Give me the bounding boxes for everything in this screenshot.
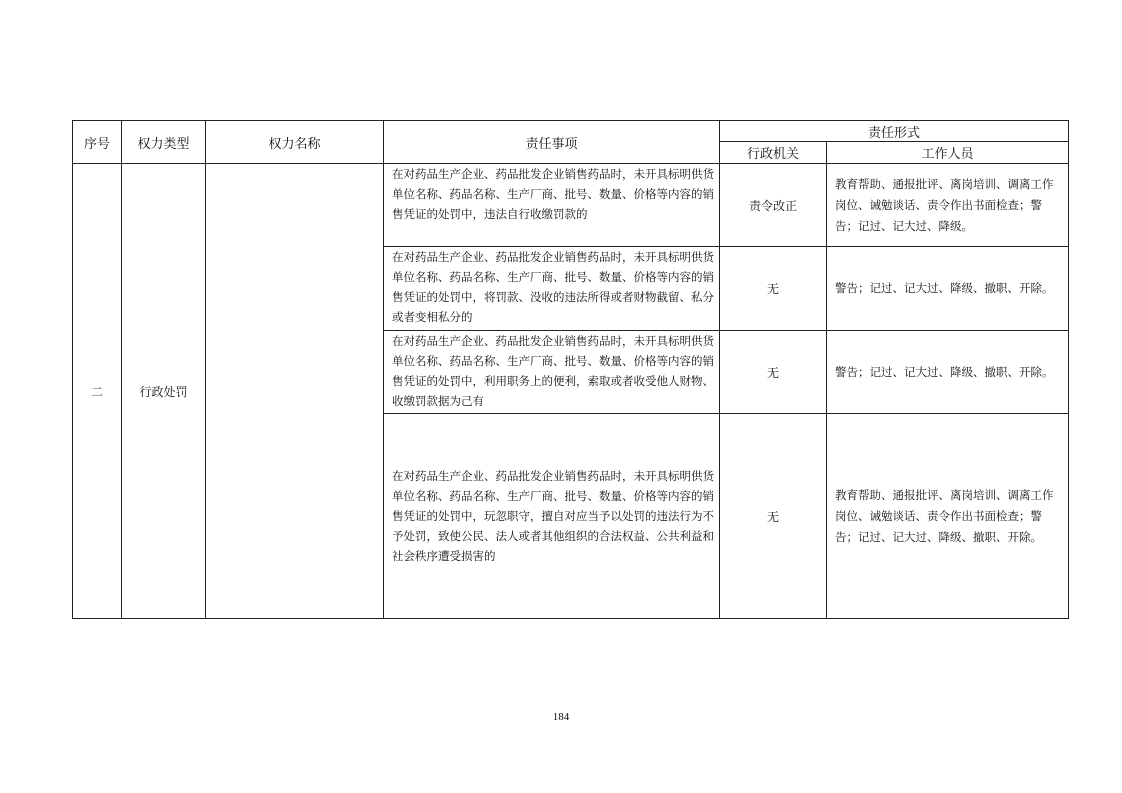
header-matter: 责任事项 <box>384 121 720 164</box>
header-seq: 序号 <box>73 121 122 164</box>
row-org: 无 <box>720 331 827 414</box>
group-power-type: 行政处罚 <box>122 164 206 619</box>
row-staff: 教育帮助、通报批评、离岗培训、调离工作岗位、诫勉谈话、责令作出书面检查；警告；记过、记大过、降级、撤职、开除。 <box>827 414 1069 619</box>
row-staff: 警告；记过、记大过、降级、撤职、开除。 <box>827 331 1069 414</box>
row-org: 无 <box>720 414 827 619</box>
row-org: 无 <box>720 247 827 331</box>
row-matter: 在对药品生产企业、药品批发企业销售药品时，未开具标明供货单位名称、药品名称、生产厂商、批号、数量、价格等内容的销售凭证的处罚中，违法自行收缴罚款的 <box>384 164 720 247</box>
table-row <box>73 164 1069 247</box>
row-org: 责令改正 <box>720 164 827 247</box>
group-seq: 二 <box>73 164 122 619</box>
row-staff: 教育帮助、通报批评、离岗培训、调离工作岗位、诫勉谈话、责令作出书面检查；警告；记过、记大过、降级。 <box>827 164 1069 247</box>
header-power-name: 权力名称 <box>206 121 384 164</box>
row-matter: 在对药品生产企业、药品批发企业销售药品时，未开具标明供货单位名称、药品名称、生产厂商、批号、数量、价格等内容的销售凭证的处罚中，利用职务上的便利，索取或者收受他人财物、收缴罚款据为己有 <box>384 331 720 414</box>
group-power-name <box>206 164 384 619</box>
row-staff: 警告；记过、记大过、降级、撤职、开除。 <box>827 247 1069 331</box>
header-row-1 <box>73 121 1069 142</box>
row-matter: 在对药品生产企业、药品批发企业销售药品时，未开具标明供货单位名称、药品名称、生产厂商、批号、数量、价格等内容的销售凭证的处罚中，玩忽职守，擅自对应当予以处罚的违法行为不予处罚，致使公民、法人或者其他组织的合法权益、公共利益和社会秩序遭受损害的 <box>384 414 720 619</box>
header-org: 行政机关 <box>720 142 827 164</box>
responsibility-table <box>72 120 1069 619</box>
header-power-type: 权力类型 <box>122 121 206 164</box>
row-matter: 在对药品生产企业、药品批发企业销售药品时，未开具标明供货单位名称、药品名称、生产厂商、批号、数量、价格等内容的销售凭证的处罚中，将罚款、没收的违法所得或者财物截留、私分或者变相私分的 <box>384 247 720 331</box>
header-form: 责任形式 <box>720 121 1069 142</box>
page-number: 184 <box>552 711 570 723</box>
header-staff: 工作人员 <box>827 142 1069 164</box>
